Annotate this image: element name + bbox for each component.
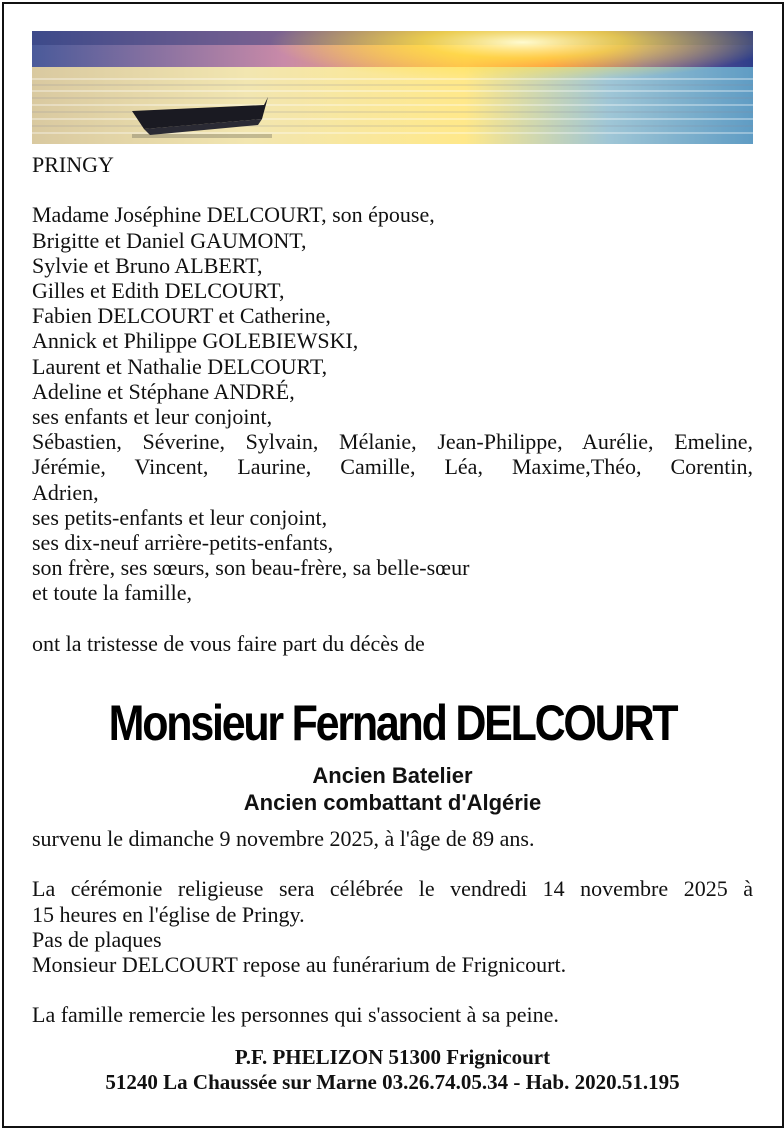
sunset-sea-boat-image bbox=[32, 31, 753, 144]
deceased-title-1: Ancien Batelier bbox=[312, 763, 473, 788]
family-line: son frère, ses sœurs, son beau-frère, sa belle-sœur bbox=[32, 555, 470, 581]
death-line: survenu le dimanche 9 novembre 2025, à l'âge de 89 ans. bbox=[32, 826, 535, 851]
grandchildren-line: Jérémie, Vincent, Laurine, Camille, Léa, Maxime,Théo, Corentin, bbox=[32, 454, 753, 480]
details-text bbox=[32, 826, 753, 1028]
ceremony-line: La cérémonie religieuse sera célébrée le vendredi 14 novembre 2025 à bbox=[32, 876, 753, 902]
rest-line: Monsieur DELCOURT repose au funérarium de Frignicourt. bbox=[32, 952, 567, 977]
deceased-name: Monsieur Fernand DELCOURT bbox=[108, 695, 677, 751]
family-line: Annick et Philippe GOLEBIEWSKI, bbox=[32, 328, 359, 354]
announcement: ont la tristesse de vous faire part du décès de bbox=[32, 630, 425, 656]
family-line: Adeline et Stéphane ANDRÉ, bbox=[32, 378, 295, 404]
deceased-titles bbox=[32, 762, 753, 816]
town: PRINGY bbox=[32, 152, 114, 177]
funeral-home-line-1: P.F. PHELIZON 51300 Frignicourt bbox=[234, 1045, 551, 1069]
family-text bbox=[32, 152, 753, 656]
family-line: Brigitte et Daniel GAUMONT, bbox=[32, 227, 307, 253]
family-line: Laurent et Nathalie DELCOURT, bbox=[32, 353, 328, 379]
plaques-line: Pas de plaques bbox=[32, 926, 162, 952]
grandchildren-line: Adrien, bbox=[32, 479, 99, 505]
family-line: ses dix-neuf arrière-petits-enfants, bbox=[32, 530, 334, 556]
family-line: Gilles et Edith DELCOURT, bbox=[32, 278, 285, 303]
deceased-title-2: Ancien combattant d'Algérie bbox=[243, 790, 542, 815]
funeral-home-line-2: 51240 La Chaussée sur Marne 03.26.74.05.34 - Hab. 2020.51.195 bbox=[105, 1070, 680, 1094]
ceremony-line: 15 heures en l'église de Pringy. bbox=[32, 901, 305, 927]
family-line: Fabien DELCOURT et Catherine, bbox=[32, 303, 331, 329]
family-line: ses petits-enfants et leur conjoint, bbox=[32, 504, 328, 530]
family-line: Sylvie et Bruno ALBERT, bbox=[32, 252, 263, 278]
family-line: et toute la famille, bbox=[32, 580, 193, 606]
funeral-home bbox=[32, 1045, 753, 1095]
family-line: Madame Joséphine DELCOURT, son épouse, bbox=[32, 202, 435, 228]
grandchildren-line: Sébastien, Séverine, Sylvain, Mélanie, Jean-Philippe, Aurélie, Emeline, bbox=[32, 429, 753, 455]
family-line: ses enfants et leur conjoint, bbox=[32, 404, 273, 430]
thanks-line: La famille remercie les personnes qui s'associent à sa peine. bbox=[32, 1002, 559, 1028]
